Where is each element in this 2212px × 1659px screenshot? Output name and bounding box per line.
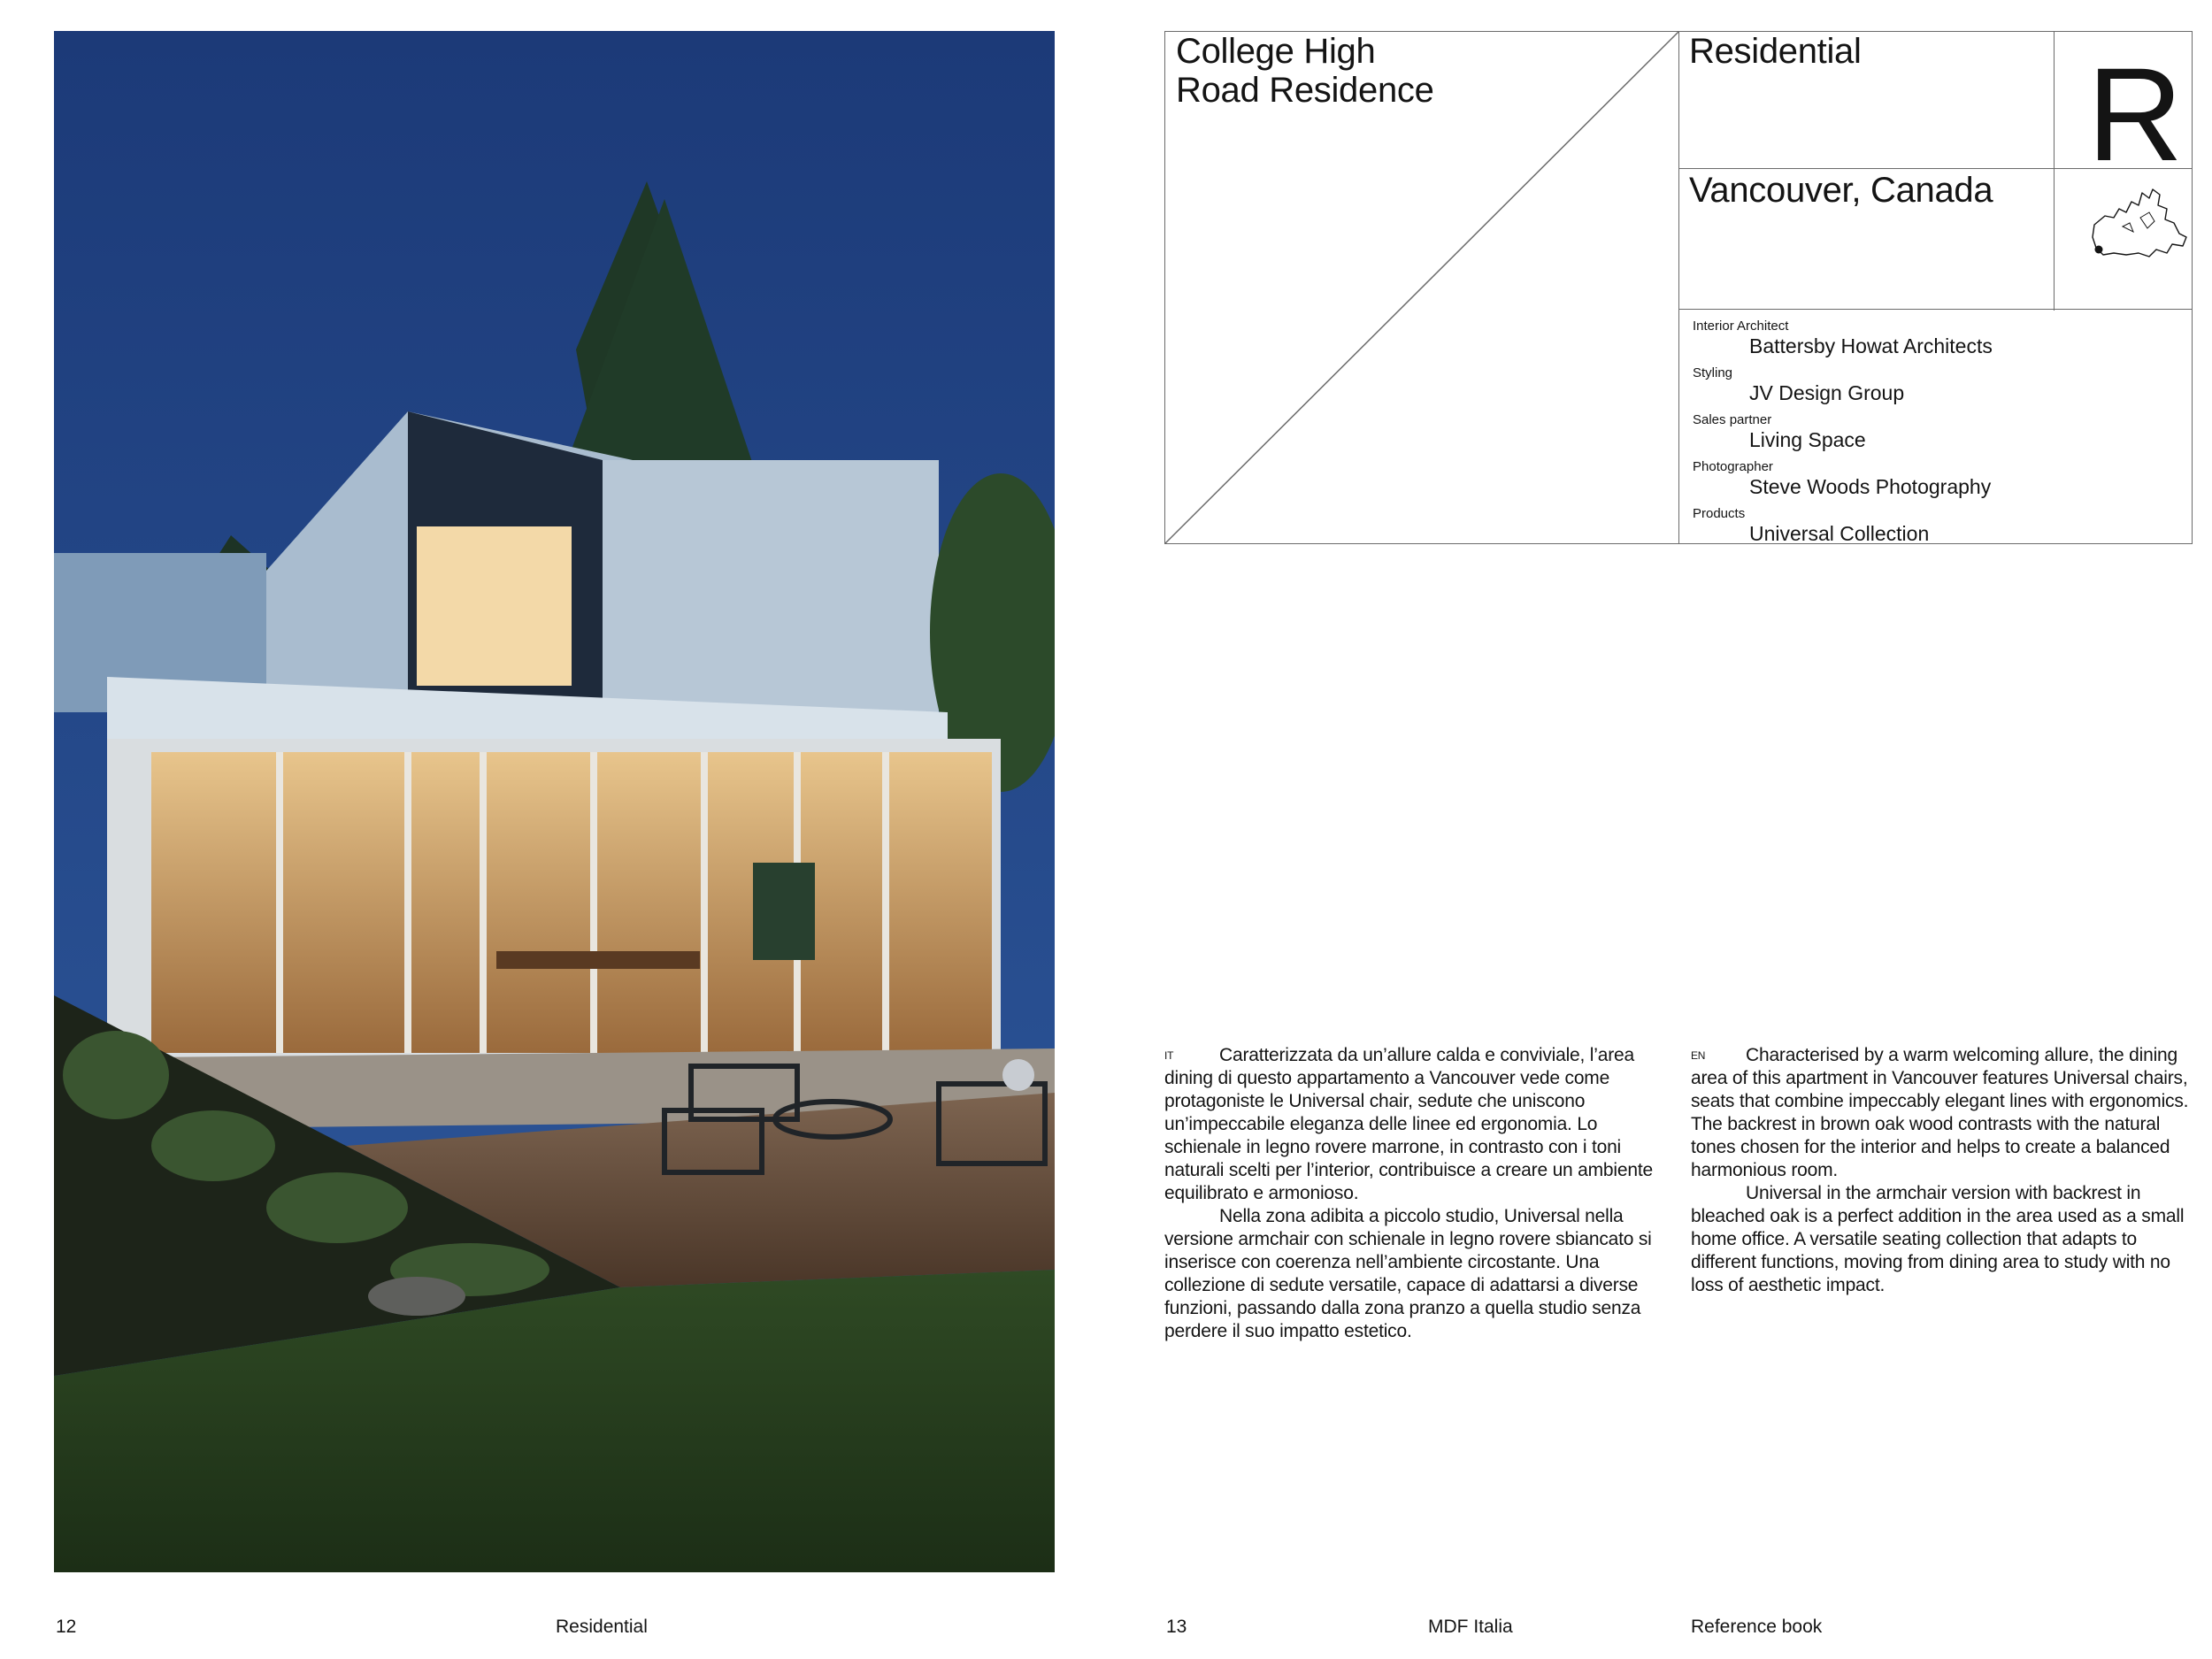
house-photo-illustration xyxy=(54,31,1055,1572)
credit-value: Steve Woods Photography xyxy=(1749,475,1992,498)
italian-text-column xyxy=(1164,1044,1669,1343)
credit-value: Battersby Howat Architects xyxy=(1749,334,1993,357)
house-photo xyxy=(54,31,1055,1572)
credit-label: Products xyxy=(1693,506,1746,521)
credit-label: Interior Architect xyxy=(1693,319,1789,334)
credit-value: JV Design Group xyxy=(1749,381,1905,404)
left-running-head: Residential xyxy=(556,1617,648,1637)
category-title: Residential xyxy=(1689,32,1862,71)
credit-value: Living Space xyxy=(1749,428,1866,451)
credit-value: Universal Collection xyxy=(1749,522,1930,545)
category-letter: R xyxy=(2086,40,2184,188)
italian-paragraph-2 xyxy=(1164,1205,1669,1343)
publication-title: Reference book xyxy=(1691,1617,1823,1637)
language-tag: EN xyxy=(1691,1049,1706,1062)
credit-label: Styling xyxy=(1693,365,1733,380)
box-divider-vertical xyxy=(1678,32,1679,543)
credit-label: Sales partner xyxy=(1693,412,1772,427)
letter-divider-vertical xyxy=(2054,32,2055,311)
english-paragraph-1 xyxy=(1691,1044,2195,1182)
box-divider-horizontal-2 xyxy=(1678,309,2192,310)
italian-paragraph-2-text: Nella zona adibita a piccolo studio, Universal nella versione armchair con schienale in legno rovere sbiancato si inserisce con coerenza nell’ambiente circostante. Una collezione di sedute versatile, capace di adattarsi a diverse funzioni, passando dalla zona pranzo a quella studio senza perdere il suo impatto estetico. xyxy=(1164,1206,1652,1341)
italian-paragraph-1-text: Caratterizzata da un’allure calda e conviviale, l’area dining di questo appartamento a Vancouver vede come protagoniste le Universal chair, sedute che uniscono un’impeccabile eleganza delle linee ed ergonomia. Lo schienale in legno rovere marrone, in contrasto con i toni naturali scelti per l’interior, contribuisce a creare un ambiente equilibrato e armonioso. xyxy=(1164,1045,1653,1203)
brand-name: MDF Italia xyxy=(1428,1617,1513,1637)
english-paragraph-2-text: Universal in the armchair version with backrest in bleached oak is a perfect addition in the area used as a small home office. A versatile seating collection that adapts to different functions, moving from dining area to study with no loss of aesthetic impact. xyxy=(1691,1183,2185,1295)
credit-label: Photographer xyxy=(1693,459,1773,474)
left-folio: 12 xyxy=(56,1617,77,1637)
english-text-column xyxy=(1691,1044,2195,1297)
location-title: Vancouver, Canada xyxy=(1689,171,1993,210)
italian-paragraph-1 xyxy=(1164,1044,1669,1205)
project-title: College High Road Residence xyxy=(1176,32,1434,110)
english-paragraph-2 xyxy=(1691,1182,2195,1297)
language-tag: IT xyxy=(1164,1049,1174,1062)
project-info-box xyxy=(1164,31,2193,544)
english-paragraph-1-text: Characterised by a warm welcoming allure, the dining area of this apartment in Vancouver features Universal chairs, seats that combine impeccably elegant lines with ergonomics. The backrest in brown oak wood contrasts with the natural tones chosen for the interior and helps to create a balanced harmonious room. xyxy=(1691,1045,2189,1180)
right-folio: 13 xyxy=(1166,1617,1187,1637)
canada-map-icon xyxy=(2087,182,2189,271)
